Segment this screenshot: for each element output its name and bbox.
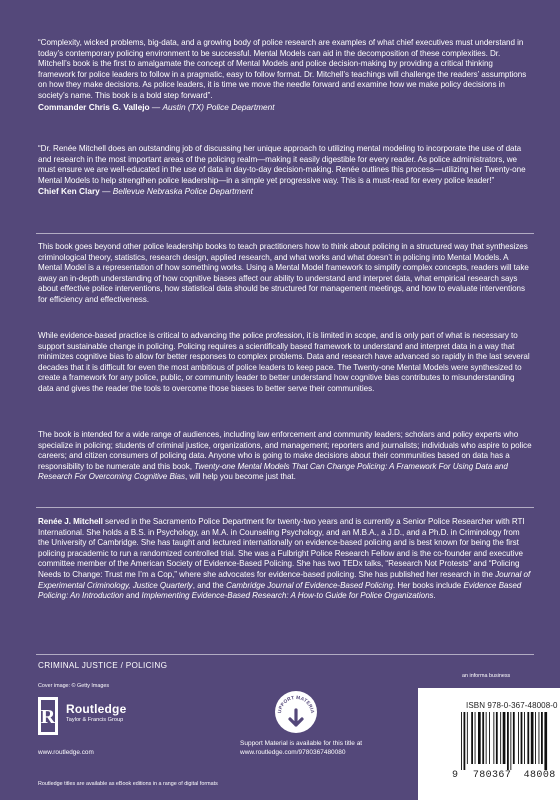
barcode-bar: [464, 712, 466, 770]
journal-names: Journal of Experimental Criminology, Justice Quarterly: [38, 569, 531, 590]
quote-attribution: [38, 102, 532, 113]
endorsement-quote-2: [38, 144, 532, 197]
barcode-bar: [467, 712, 468, 764]
divider: [36, 654, 534, 655]
bio-text: .: [433, 591, 436, 601]
subject-category: CRIMINAL JUSTICE / POLICING: [38, 661, 168, 670]
svg-text:R: R: [40, 706, 56, 728]
barcode-bar: [486, 712, 487, 764]
audience-paragraph: [38, 430, 532, 483]
journal-name: Cambridge Journal of Evidence-Based Policing: [225, 580, 393, 590]
support-material-note: [240, 739, 362, 757]
barcode-bar: [510, 712, 511, 770]
endorser-name: Commander Chris G. Vallejo: [38, 101, 150, 112]
support-line: Support Material is available for this title at: [240, 740, 363, 747]
description-text: While evidence-based practice is critical to advancing the police profession, it is limited in scope, and is only part of what is necessary to support sustainable change in policing. Policing requires a scientifically based framework to understand and interpret data in a way that minimizes cognitive bias to allow for better responses to complex problems. Data and research have advanced so rapidly in the last several decades that it is difficult for even the most ambitious of police leaders to keep pace. The Twenty-one Mental Models were synthesized to create a framework for any police, public, or community leader to better understand how cognitive bias contributes to misunderstanding data and gives the reader the tools to overcome those biases to better serve their communities.: [38, 331, 530, 393]
endorser-affiliation: Austin (TX) Police Department: [162, 101, 275, 112]
bio-text: and: [123, 591, 142, 601]
barcode-bar: [496, 712, 498, 764]
barcode-prefix: 9: [452, 770, 459, 781]
quote-text: “Dr. Renée Mitchell does an outstanding job of discussing her unique approach to utilizing mental modeling to incorporate the use of data and research in the most important areas of the policing realm—making it easily digestible for every reader. As police administrators, we must ensure we are well-educated in the use of data in day-to-day decision-making. Renée outlines this process—utilizing her Twenty-one Mental Models to help strengthen police leadership—in a simple yet progressive way. This is a must-read for every police leader!”: [38, 144, 526, 185]
author-bio-text: [38, 517, 532, 602]
bio-text: served in the Sacramento Police Department for twenty-two years and is currently a Senior Police Researcher with RTI International. She holds a B.S. in Psychology, an M.A. in Counseling Psychology, and an M.B.A., a J.D., and a Ph.D. in Criminology from the University of Cambridge. She has taught and lectured internationally on evidence-based policing and is best known for being the first policing pracademic to run a randomized controlled trial. She was a Fulbright Police Research Fellow and is the co-founder and executive committee member of the American Society of Evidence-Based Policing. She has two TEDx talks, “Research Not Protests” and “Policing Needs to Change: Trust me I’m a Cop,” where she advocates for evidence-based policing. She has published her research in the: [38, 517, 525, 579]
barcode-bar: [518, 712, 519, 764]
routledge-r-icon: [38, 697, 58, 735]
barcode-bar: [500, 712, 501, 764]
barcode-bar: [503, 712, 506, 764]
barcode-bar: [531, 712, 534, 764]
barcode-bar: [471, 712, 473, 764]
description-paragraph-1: [38, 242, 532, 306]
barcode-bar: [507, 712, 509, 770]
description-text: This book goes beyond other police leadership books to teach practitioners how to think about policing in a structured way that synthesizes criminological theory, statistics, research design, applied research, and what works and what doesn’t in policing into Mental Models. A Mental Model is a representation of how something works. Using a Mental Model framework to simplify complex concepts, readers will take away an in-depth understanding of how cognitive biases affect our ability to understand and interpret data, what empirical research says about effective police interventions, how statistical data should be structured for management meetings, and how to evaluate interventions for efficiency and effectiveness.: [38, 242, 529, 304]
support-material-icon: [274, 690, 318, 734]
barcode-group-1: 780367: [472, 770, 512, 781]
barcode-bar: [475, 712, 476, 764]
barcode-bar: [535, 712, 536, 764]
audience-lead: The book is intended for a wide range of audiences, including law enforcement and community leaders; scholars and policy experts who specialize in policing; students of criminal justice, organizations, and management; reporters and journalists; individuals who aspire to police careers; and citizen consumers of policing data. Anyone who is going to make decisions about their communities based on data has a responsibility to be numerate and this book,: [38, 430, 532, 471]
publisher-group: Taylor & Francis Group: [66, 717, 124, 723]
barcode-bar: [461, 712, 462, 770]
audience-tail: , will help you become just that.: [185, 472, 296, 482]
attribution-dash: —: [149, 101, 163, 112]
barcode-bar: [524, 712, 525, 764]
divider: [36, 507, 534, 508]
ebook-availability-note: Routledge titles are available as eBook editions in a range of digital formats: [38, 781, 218, 787]
barcode-bar: [482, 712, 484, 764]
endorsement-quote-1: [38, 38, 532, 113]
audience-text: [38, 430, 532, 483]
barcode-bar: [539, 712, 540, 764]
attribution-dash: —: [99, 186, 113, 197]
cover-credit: Cover image: © Getty Images: [38, 683, 110, 689]
description-paragraph-2: [38, 331, 532, 395]
divider: [36, 233, 534, 234]
barcode-icon: [460, 712, 548, 770]
barcode-group-2: 48008: [523, 770, 556, 781]
barcode-bar: [544, 712, 547, 770]
barcode-bar: [527, 712, 529, 764]
book-title: Twenty-one Mental Models That Can Change Policing: A Framework For Using Data and Research For Overcoming Cognitive Bias: [38, 461, 508, 482]
support-url[interactable]: www.routledge.com/9780367480080: [240, 749, 346, 756]
barcode-bar: [521, 712, 523, 764]
isbn-label: ISBN 978-0-367-48008-0: [466, 701, 558, 710]
endorser-affiliation: Bellevue Nebraska Police Department: [112, 186, 253, 197]
bio-text: , and the: [192, 580, 226, 590]
publisher-website[interactable]: www.routledge.com: [38, 749, 94, 756]
quote-text: “Complexity, wicked problems, big-data, and a growing body of police research are examples of what chief executives must understand in today’s contemporary policing environment to be successful. Mental Models can aid in the decomposition of these complexities. Dr. Mitchell’s book is the first to amalgamate the concept of Mental Models and police decision-making by providing a critical thinking framework for police leaders to follow in a pragmatic, easy to follow format. Dr. Mitchell’s teachings will challenge the readers’ assumptions on how they make decisions. As police leaders, it is time we move the needle forward and examine how we make policy decisions in society’s name. This book is a bold step forward”.: [38, 38, 527, 100]
publisher-name: Routledge: [66, 702, 127, 716]
informa-business: an informa business: [462, 673, 511, 679]
barcode-bar: [513, 712, 515, 764]
barcode-bar: [541, 712, 543, 764]
author-name: Renée J. Mitchell: [38, 517, 103, 526]
endorser-name: Chief Ken Clary: [38, 186, 100, 197]
quote-attribution: [38, 186, 532, 197]
barcode-bar: [489, 712, 490, 764]
author-bio: [38, 517, 532, 602]
barcode-digits: [452, 770, 556, 781]
book-title: Evidence Based Policing: An Introduction: [38, 580, 522, 601]
book-title: Implementing Evidence-Based Research: A How-to Guide for Police Organizations: [141, 591, 434, 601]
barcode-bar: [478, 712, 481, 764]
barcode-bar: [493, 712, 494, 764]
support-icon-label: UPPORT MATERIA: [277, 695, 315, 714]
bio-text: . Her books include: [392, 580, 464, 590]
